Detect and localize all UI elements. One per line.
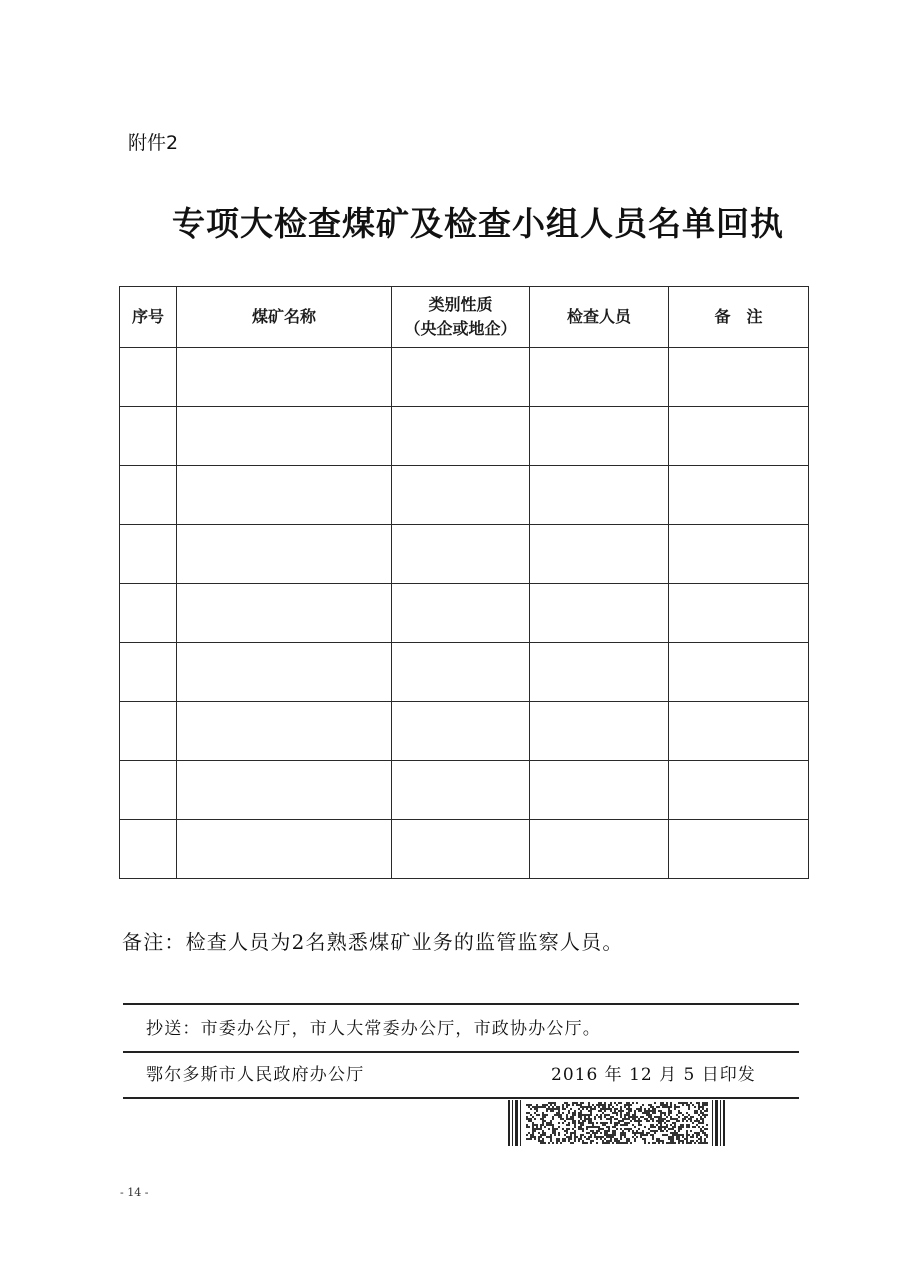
table-row	[120, 407, 809, 466]
table-cell	[392, 466, 530, 525]
table-cell	[120, 348, 177, 407]
table-cell	[392, 820, 530, 879]
cc-line: 抄送：市委办公厅，市人大常委办公厅，市政协办公厅。	[146, 1019, 601, 1039]
table-cell	[177, 643, 392, 702]
divider-top	[123, 1003, 799, 1005]
table-row	[120, 466, 809, 525]
table-cell	[669, 584, 809, 643]
footnote: 备注：检查人员为2名熟悉煤矿业务的监管监察人员。	[122, 930, 624, 954]
table-cell	[120, 820, 177, 879]
table-row	[120, 525, 809, 584]
table-cell	[177, 348, 392, 407]
table-cell	[120, 466, 177, 525]
issuer-name: 鄂尔多斯市人民政府办公厅	[146, 1065, 365, 1085]
table-cell	[530, 761, 669, 820]
document-title: 专项大检查煤矿及检查小组人员名单回执	[172, 204, 784, 243]
table-cell	[669, 466, 809, 525]
table-cell	[392, 761, 530, 820]
table-cell	[669, 525, 809, 584]
header-mine-name: 煤矿名称	[177, 287, 392, 348]
table-row	[120, 643, 809, 702]
divider-middle	[123, 1051, 799, 1053]
table-cell	[669, 643, 809, 702]
table-cell	[177, 407, 392, 466]
table-cell	[669, 820, 809, 879]
table-cell	[669, 702, 809, 761]
table-cell	[530, 407, 669, 466]
table-cell	[120, 761, 177, 820]
table-cell	[120, 584, 177, 643]
table-cell	[392, 584, 530, 643]
table-cell	[669, 348, 809, 407]
table-cell	[392, 525, 530, 584]
table-header-row	[120, 287, 809, 348]
table-cell	[177, 584, 392, 643]
table-row	[120, 761, 809, 820]
roster-body	[120, 348, 809, 879]
header-category-line1: 类别性质	[428, 295, 493, 314]
header-remarks: 备 注	[669, 287, 809, 348]
table-cell	[392, 643, 530, 702]
table-row	[120, 702, 809, 761]
table-cell	[177, 761, 392, 820]
table-cell	[177, 820, 392, 879]
table-cell	[530, 584, 669, 643]
divider-bottom	[123, 1097, 799, 1099]
issue-date: 2016 年 12 月 5 日印发	[551, 1065, 756, 1085]
table-cell	[530, 466, 669, 525]
table-cell	[530, 820, 669, 879]
table-cell	[392, 348, 530, 407]
table-cell	[530, 702, 669, 761]
table-cell	[669, 761, 809, 820]
roster-table	[119, 286, 809, 879]
page-number: - 14 -	[120, 1186, 149, 1199]
table-row	[120, 820, 809, 879]
table-row	[120, 348, 809, 407]
table-cell	[392, 407, 530, 466]
header-inspectors: 检查人员	[530, 287, 669, 348]
attachment-label: 附件2	[128, 132, 179, 154]
table-cell	[177, 525, 392, 584]
table-cell	[120, 643, 177, 702]
table-cell	[392, 702, 530, 761]
header-category	[392, 287, 530, 348]
table-cell	[669, 407, 809, 466]
table-cell	[530, 348, 669, 407]
table-cell	[177, 466, 392, 525]
table-row	[120, 584, 809, 643]
header-index: 序号	[120, 287, 177, 348]
header-category-line2: （央企或地企）	[404, 319, 517, 338]
table-cell	[177, 702, 392, 761]
table-cell	[530, 525, 669, 584]
barcode-image	[508, 1100, 726, 1146]
table-cell	[120, 525, 177, 584]
table-cell	[530, 643, 669, 702]
table-cell	[120, 407, 177, 466]
table-cell	[120, 702, 177, 761]
